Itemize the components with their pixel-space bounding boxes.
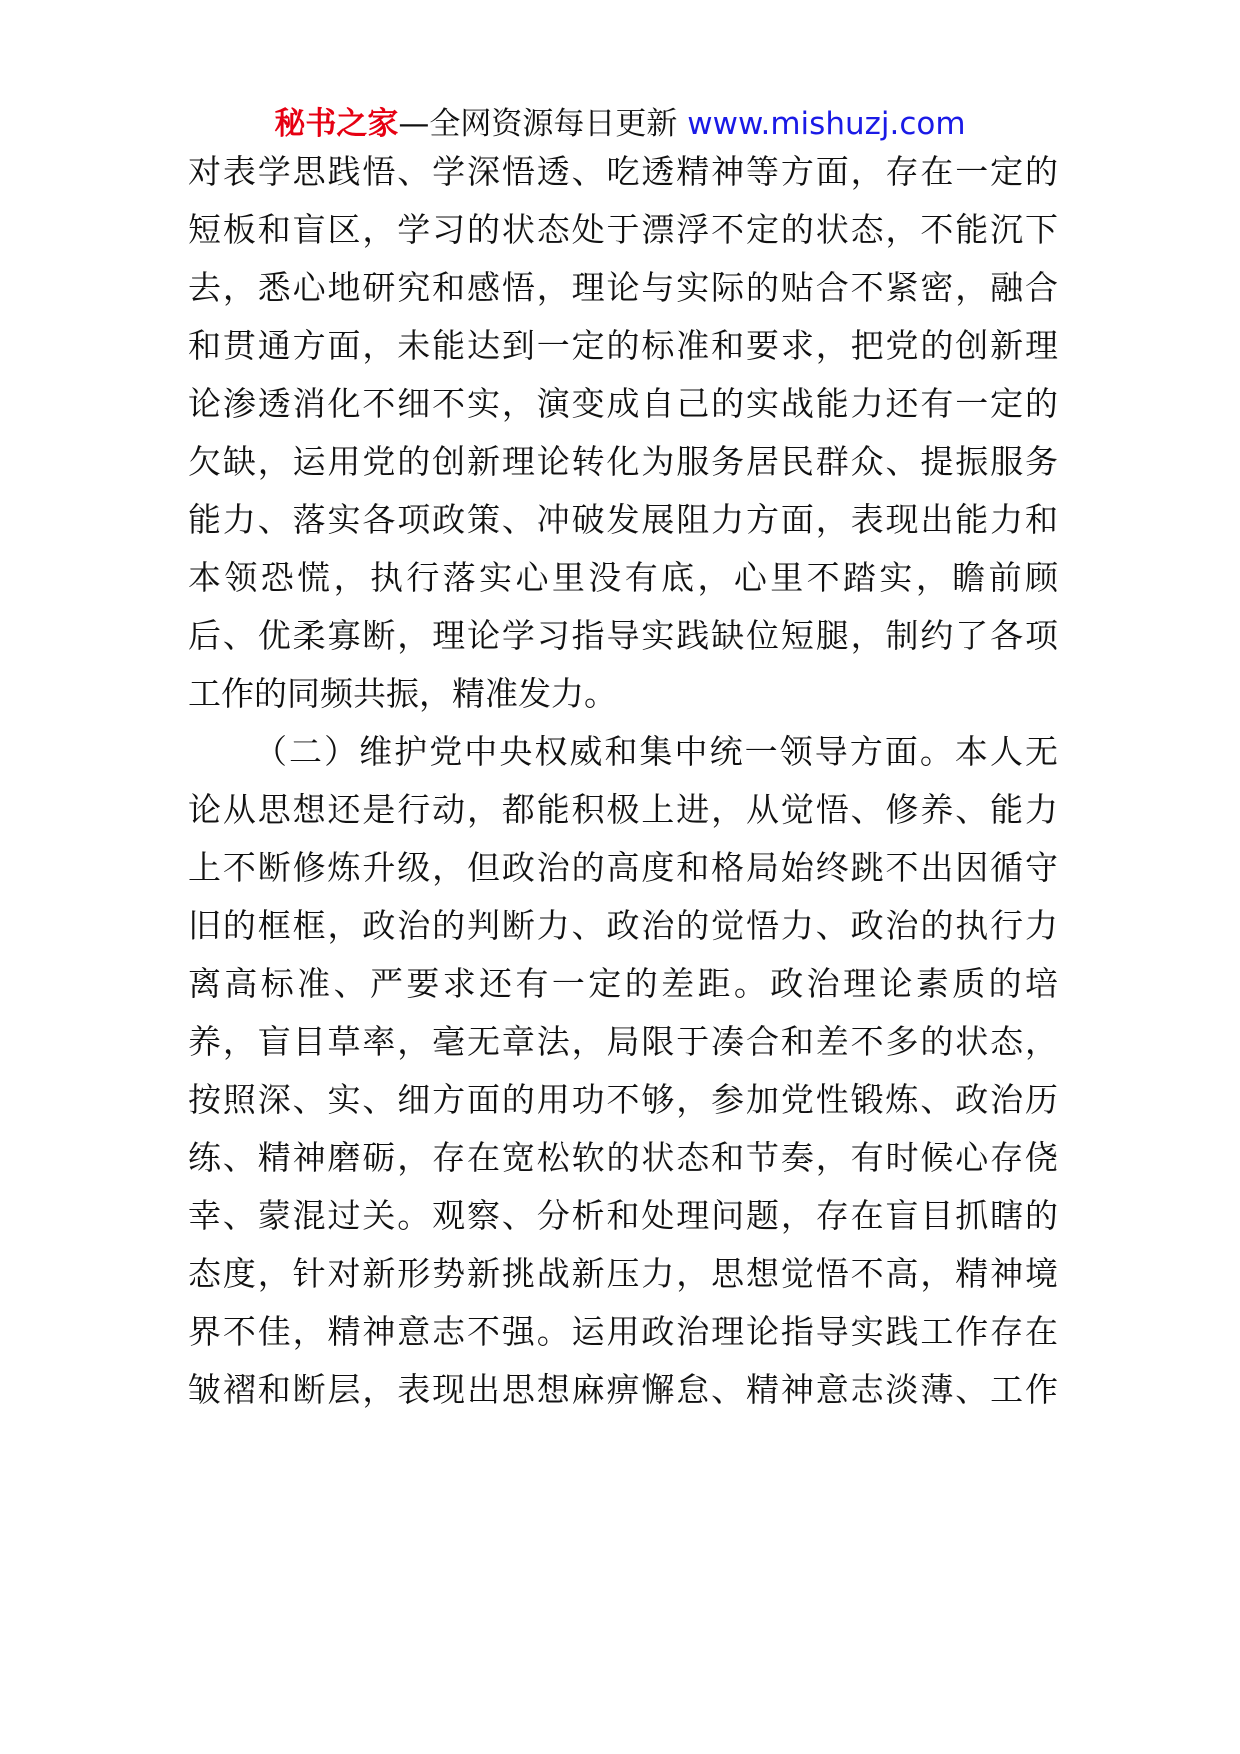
- body-line: 练、精神磨砺，存在宽松软的状态和节奏，有时候心存侥: [188, 1138, 1058, 1177]
- body-line: 论渗透消化不细不实，演变成自己的实战能力还有一定的: [188, 384, 1058, 423]
- body-line: 本领恐慌，执行落实心里没有底，心里不踏实，瞻前顾: [188, 558, 1058, 597]
- body-line: 离高标准、严要求还有一定的差距。政治理论素质的培: [188, 964, 1058, 1003]
- body-line: 态度，针对新形势新挑战新压力，思想觉悟不高，精神境: [188, 1254, 1058, 1293]
- section-heading-line: （二）维护党中央权威和集中统一领导方面。本人无: [254, 732, 1058, 771]
- body-line: 去，悉心地研究和感悟，理论与实际的贴合不紧密，融合: [188, 268, 1058, 307]
- body-line: 后、优柔寡断，理论学习指导实践缺位短腿，制约了各项: [188, 616, 1058, 655]
- body-line: 能力、落实各项政策、冲破发展阻力方面，表现出能力和: [188, 500, 1058, 539]
- body-line: 幸、蒙混过关。观察、分析和处理问题，存在盲目抓瞎的: [188, 1196, 1058, 1235]
- body-line: 旧的框框，政治的判断力、政治的觉悟力、政治的执行力: [188, 906, 1058, 945]
- body-line: 皱褶和断层，表现出思想麻痹懈怠、精神意志淡薄、工作: [188, 1370, 1058, 1409]
- page-header: [0, 104, 1240, 144]
- body-line: 短板和盲区，学习的状态处于漂浮不定的状态，不能沉下: [188, 210, 1058, 249]
- body-line: 界不佳，精神意志不强。运用政治理论指导实践工作存在: [188, 1312, 1058, 1351]
- body-line: 欠缺，运用党的创新理论转化为服务居民群众、提振服务: [188, 442, 1058, 481]
- body-line: 养，盲目草率，毫无章法，局限于凑合和差不多的状态，: [188, 1022, 1058, 1061]
- body-line: 论从思想还是行动，都能积极上进，从觉悟、修养、能力: [188, 790, 1058, 829]
- header-url-link[interactable]: www.mishuzj.com: [687, 106, 966, 142]
- body-line: 按照深、实、细方面的用功不够，参加党性锻炼、政治历: [188, 1080, 1058, 1119]
- body-line: 和贯通方面，未能达到一定的标准和要求，把党的创新理: [188, 326, 1058, 365]
- body-line: 对表学思践悟、学深悟透、吃透精神等方面，存在一定的: [188, 152, 1058, 191]
- header-brand: 秘书之家: [274, 106, 399, 142]
- body-line: 工作的同频共振，精准发力。: [188, 674, 617, 713]
- header-tagline: —全网资源每日更新: [398, 106, 688, 142]
- body-line: 上不断修炼升级，但政治的高度和格局始终跳不出因循守: [188, 848, 1058, 887]
